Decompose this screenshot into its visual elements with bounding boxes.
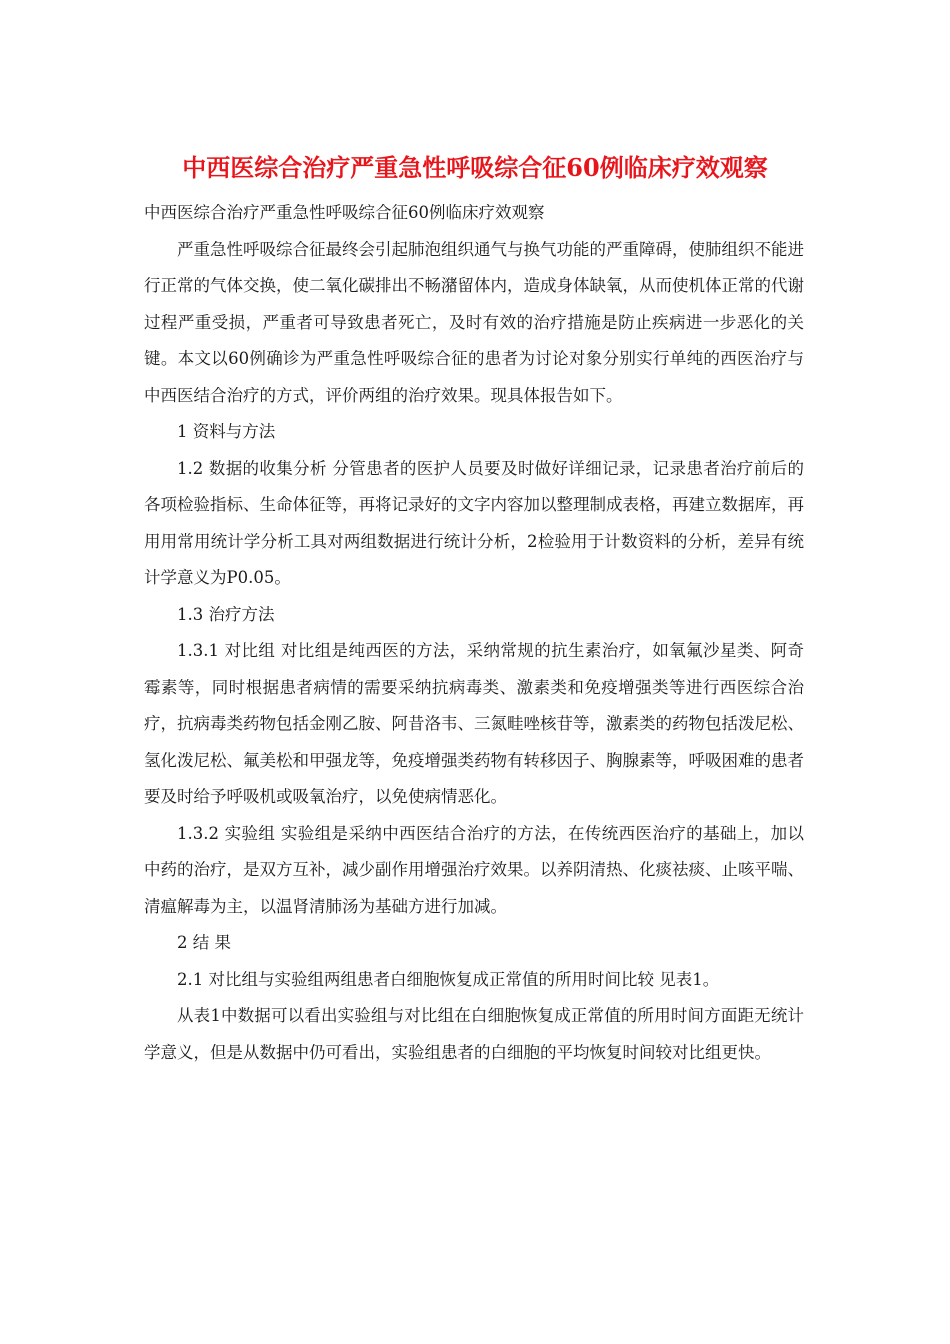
paragraph-control-group: 1.3.1 对比组 对比组是纯西医的方法，采纳常规的抗生素治疗，如氧氟沙星类、阿奇霉素等，同时根据患者病情的需要采纳抗病毒类、激素类和免疫增强类等进行西医综合治疗，抗病毒类药物包括金刚乙胺、阿昔洛韦、三氮畦唑核苷等，激素类的药物包括泼尼松、氢化泼尼松、氟美松和甲强龙等，免疫增强类药物有转移因子、胸腺素等，呼吸困难的患者要及时给予呼吸机或吸氧治疗，以免使病情恶化。 xyxy=(144,641,804,806)
paragraph-data-collection: 1.2 数据的收集分析 分管患者的医护人员要及时做好详细记录，记录患者治疗前后的各项检验指标、生命体征等，再将记录好的文字内容加以整理制成表格，再建立数据库，再用用常用统计学分析工具对两组数据进行统计分析，2检验用于计数资料的分析，差异有统计学意义为P0.05。 xyxy=(144,458,804,587)
paragraph-results-analysis: 从表1中数据可以看出实验组与对比组在白细胞恢复成正常值的所用时间方面距无统计学意义，但是从数据中仍可看出，实验组患者的白细胞的平均恢复时间较对比组更快。 xyxy=(144,1006,804,1062)
paragraph-intro: 严重急性呼吸综合征最终会引起肺泡组织通气与换气功能的严重障碍，使肺组织不能进行正常的气体交换，使二氧化碳排出不畅潴留体内，造成身体缺氧，从而使机体正常的代谢过程严重受损，严重者可导致患者死亡，及时有效的治疗措施是防止疾病进一步恶化的关键。本文以60例确诊为严重急性呼吸综合征的患者为讨论对象分别实行单纯的西医治疗与中西医结合治疗的方式，评价两组的治疗效果。现具体报告如下。 xyxy=(144,239,804,405)
paragraph-experimental-group: 1.3.2 实验组 实验组是采纳中西医结合治疗的方法，在传统西医治疗的基础上，加以中药的治疗，是双方互补，减少副作用增强治疗效果。以养阴清热、化痰祛痰、止咳平喘、清瘟解毒为主，以温肾清肺汤为基础方进行加减。 xyxy=(144,823,804,916)
subtitle-line: 中西医综合治疗严重急性呼吸综合征60例临床疗效观察 xyxy=(144,203,545,222)
document-body xyxy=(144,195,804,1071)
section-heading-results: 2 结 果 xyxy=(177,933,231,952)
paragraph-results-comparison: 2.1 对比组与实验组两组患者白细胞恢复成正常值的所用时间比较 见表1。 xyxy=(177,969,720,989)
section-heading-treatment-methods: 1.3 治疗方法 xyxy=(177,604,275,624)
section-heading-materials-methods: 1 资料与方法 xyxy=(177,422,276,441)
document-title: 中西医综合治疗严重急性呼吸综合征60例临床疗效观察 xyxy=(182,153,768,182)
